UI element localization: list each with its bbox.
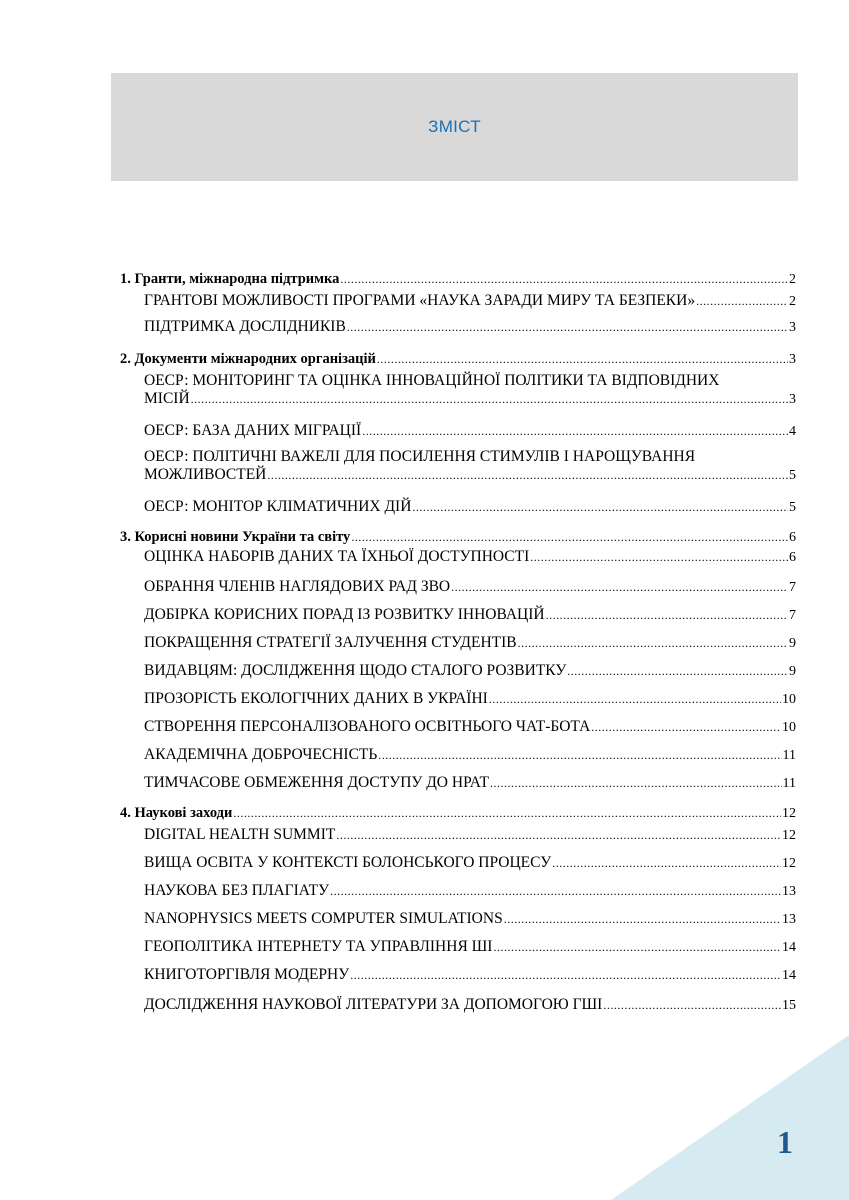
toc-subsection-entry[interactable] — [144, 746, 796, 765]
toc-subsection-entry[interactable] — [144, 938, 796, 957]
toc-entry-page: 14 — [782, 968, 796, 983]
dot-leader — [552, 854, 781, 872]
dot-leader — [347, 318, 788, 336]
toc-entry-page: 7 — [789, 580, 796, 595]
toc-subsection-entry[interactable] — [144, 966, 796, 985]
header-band — [111, 73, 798, 181]
toc-title: ЗМІСТ — [428, 117, 481, 136]
toc-entry-text-line1: ОЕСР: ПОЛІТИЧНІ ВАЖЕЛІ ДЛЯ ПОСИЛЕННЯ СТИМУЛІВ І НАРОЩУВАННЯ — [144, 448, 696, 465]
toc-entry-page: 9 — [789, 664, 796, 679]
toc-entry-page: 4 — [789, 424, 796, 439]
toc-entry-text: АКАДЕМІЧНА ДОБРОЧЕСНІСТЬ — [144, 746, 378, 763]
dot-leader — [530, 548, 788, 566]
dot-leader — [489, 690, 781, 708]
toc-section-entry[interactable] — [120, 350, 796, 369]
toc-entry-text: ОБРАННЯ ЧЛЕНІВ НАГЛЯДОВИХ РАД ЗВО — [144, 578, 451, 595]
dot-leader — [412, 498, 788, 516]
toc-entry-page: 15 — [782, 998, 796, 1013]
toc-entry-page: 13 — [782, 912, 796, 927]
dot-leader — [330, 882, 781, 900]
toc-entry-page: 2 — [789, 272, 796, 287]
toc-entry-page: 12 — [782, 828, 796, 843]
toc-entry-page: 12 — [782, 856, 796, 871]
toc-entry-text: ТИМЧАСОВЕ ОБМЕЖЕННЯ ДОСТУПУ ДО НРАТ — [144, 774, 490, 791]
dot-leader — [362, 422, 788, 440]
toc-entry-text: ОЦІНКА НАБОРІВ ДАНИХ ТА ЇХНЬОЇ ДОСТУПНОСТІ — [144, 548, 530, 565]
page-number: 1 — [777, 1124, 793, 1160]
toc-entry-text: ВИДАВЦЯМ: ДОСЛІДЖЕННЯ ЩОДО СТАЛОГО РОЗВИТКУ — [144, 662, 567, 679]
dot-leader — [591, 718, 781, 736]
toc-subsection-entry[interactable] — [144, 578, 796, 597]
toc-entry-text: МІСІЙ — [144, 390, 190, 407]
toc-entry-text: ОЕСР: МОНІТОР КЛІМАТИЧНИХ ДІЙ — [144, 498, 412, 515]
toc-entry-text: ПІДТРИМКА ДОСЛІДНИКІВ — [144, 318, 346, 335]
toc-entry-text: СТВОРЕННЯ ПЕРСОНАЛІЗОВАНОГО ОСВІТНЬОГО ЧАТ-БОТА — [144, 718, 591, 735]
toc-subsection-entry[interactable] — [144, 292, 796, 311]
toc-entry-page: 11 — [782, 748, 796, 763]
toc-section-entry[interactable] — [120, 270, 796, 289]
toc-entry-page: 5 — [789, 468, 796, 483]
dot-leader — [696, 292, 788, 310]
dot-leader — [493, 938, 781, 956]
toc-subsection-entry[interactable] — [144, 448, 796, 485]
toc-entry-text: DIGITAL HEALTH SUMMIT — [144, 826, 336, 843]
toc-entry-page: 3 — [789, 392, 796, 407]
toc-entry-page: 13 — [782, 884, 796, 899]
toc-subsection-entry[interactable] — [144, 774, 796, 793]
toc-subsection-entry[interactable] — [144, 826, 796, 845]
toc-entry-page: 3 — [789, 352, 796, 367]
toc-subsection-entry[interactable] — [144, 910, 796, 929]
corner-decoration — [611, 1035, 849, 1200]
toc-entry-text: 1. Гранти, міжнародна підтримка — [120, 271, 340, 287]
toc-subsection-entry[interactable] — [144, 854, 796, 873]
dot-leader — [518, 634, 788, 652]
dot-leader — [233, 804, 781, 822]
dot-leader — [451, 578, 788, 596]
toc-entry-page: 5 — [789, 500, 796, 515]
toc-entry-text: ПОКРАЩЕННЯ СТРАТЕГІЇ ЗАЛУЧЕННЯ СТУДЕНТІВ — [144, 634, 517, 651]
toc-entry-text: ОЕСР: БАЗА ДАНИХ МІГРАЦІЇ — [144, 422, 362, 439]
dot-leader — [191, 390, 788, 408]
toc-entry-text: ГЕОПОЛІТИКА ІНТЕРНЕТУ ТА УПРАВЛІННЯ ШІ — [144, 938, 493, 955]
dot-leader — [351, 528, 788, 546]
dot-leader — [546, 606, 788, 624]
toc-subsection-entry[interactable] — [144, 422, 796, 441]
dot-leader — [603, 996, 781, 1014]
toc-subsection-entry[interactable] — [144, 318, 796, 337]
toc-entry-text: ПРОЗОРІСТЬ ЕКОЛОГІЧНИХ ДАНИХ В УКРАЇНІ — [144, 690, 488, 707]
toc-entry-text: НАУКОВА БЕЗ ПЛАГІАТУ — [144, 882, 330, 899]
toc-entry-text: ДОСЛІДЖЕННЯ НАУКОВОЇ ЛІТЕРАТУРИ ЗА ДОПОМОГОЮ ГШІ — [144, 996, 603, 1013]
toc-entry-page: 12 — [782, 806, 796, 821]
toc-entry-text-line1: ОЕСР: МОНІТОРИНГ ТА ОЦІНКА ІННОВАЦІЙНОЇ ПОЛІТИКИ ТА ВІДПОВІДНИХ — [144, 372, 720, 389]
toc-entry-page: 2 — [789, 294, 796, 309]
toc-subsection-entry[interactable] — [144, 498, 796, 517]
toc-entry-text: 2. Документи міжнародних організацій — [120, 351, 376, 367]
toc-entry-text: ДОБІРКА КОРИСНИХ ПОРАД ІЗ РОЗВИТКУ ІННОВАЦІЙ — [144, 606, 545, 623]
toc-entry-page: 10 — [782, 720, 796, 735]
dot-leader — [267, 466, 788, 484]
toc-section-entry[interactable] — [120, 528, 796, 547]
dot-leader — [490, 774, 782, 792]
dot-leader — [350, 966, 781, 984]
toc-section-entry[interactable] — [120, 804, 796, 823]
toc-entry-text: ВИЩА ОСВІТА У КОНТЕКСТІ БОЛОНСЬКОГО ПРОЦЕСУ — [144, 854, 552, 871]
dot-leader — [567, 662, 788, 680]
toc-subsection-entry[interactable] — [144, 718, 796, 737]
toc-entry-page: 7 — [789, 608, 796, 623]
toc-subsection-entry[interactable] — [144, 634, 796, 653]
toc-entry-text: МОЖЛИВОСТЕЙ — [144, 466, 267, 483]
toc-entry-page: 6 — [789, 530, 796, 545]
toc-entry-page: 3 — [789, 320, 796, 335]
dot-leader — [377, 350, 788, 368]
toc-entry-page: 6 — [789, 550, 796, 565]
toc-subsection-entry[interactable] — [144, 606, 796, 625]
toc-entry-text: ГРАНТОВІ МОЖЛИВОСТІ ПРОГРАМИ «НАУКА ЗАРАДИ МИРУ ТА БЕЗПЕКИ» — [144, 292, 696, 309]
dot-leader — [378, 746, 781, 764]
toc-subsection-entry[interactable] — [144, 882, 796, 901]
toc-entry-text: 4. Наукові заходи — [120, 805, 233, 821]
dot-leader — [336, 826, 781, 844]
dot-leader — [340, 270, 788, 288]
toc-subsection-entry[interactable] — [144, 996, 796, 1015]
toc-entry-page: 9 — [789, 636, 796, 651]
toc-entry-page: 11 — [782, 776, 796, 791]
dot-leader — [504, 910, 781, 928]
toc-entry-text: 3. Корисні новини України та світу — [120, 529, 351, 545]
toc-entry-text: КНИГОТОРГІВЛЯ МОДЕРНУ — [144, 966, 350, 983]
toc-subsection-entry[interactable] — [144, 548, 796, 567]
toc-entry-page: 14 — [782, 940, 796, 955]
toc-subsection-entry[interactable] — [144, 690, 796, 709]
toc-subsection-entry[interactable] — [144, 662, 796, 681]
toc-entry-text: NANOPHYSICS MEETS COMPUTER SIMULATIONS — [144, 910, 503, 927]
toc-subsection-entry[interactable] — [144, 372, 796, 409]
toc-entry-page: 10 — [782, 692, 796, 707]
